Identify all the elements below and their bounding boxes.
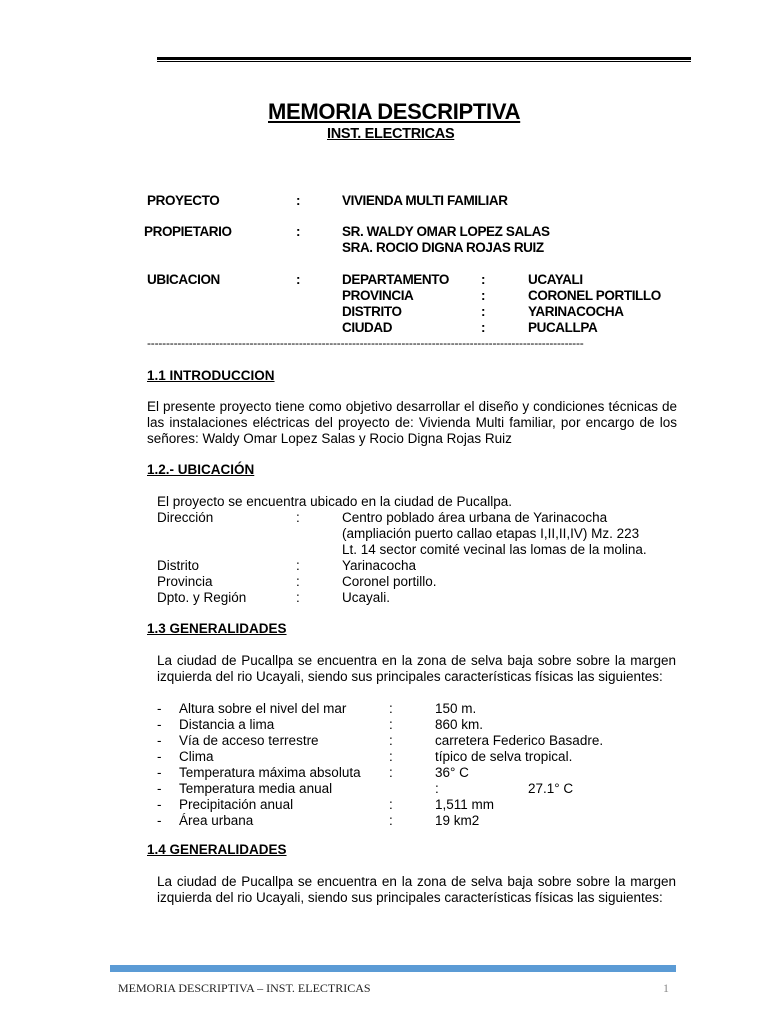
- list-item-label: Precipitación anual: [179, 797, 294, 812]
- page-subtitle: INST. ELECTRICAS: [327, 126, 455, 142]
- list-item-sep: :: [389, 701, 393, 716]
- list-item-value: 150 m.: [435, 701, 477, 716]
- list-item-sep: :: [389, 717, 393, 732]
- list-item-value: 860 km.: [435, 717, 484, 732]
- list-item-sep: :: [389, 797, 393, 812]
- ubicacion-key: CIUDAD: [342, 320, 393, 335]
- section-heading-ubicacion: 1.2.- UBICACIÓN: [147, 462, 255, 477]
- list-item-label: Área urbana: [179, 813, 254, 828]
- distrito-sep: :: [296, 558, 300, 573]
- page-number: 1: [663, 981, 669, 995]
- list-bullet: -: [157, 797, 162, 812]
- list-bullet: -: [157, 701, 162, 716]
- list-item-label: Distancia a lima: [179, 717, 275, 732]
- list-item-value: 1,511 mm: [435, 797, 495, 812]
- propietario-label: PROPIETARIO: [144, 224, 232, 239]
- ubicacion-row-sep: :: [481, 304, 486, 319]
- dashed-separator: -------------------------------------------------------------------------------------------------------------------: [147, 336, 584, 350]
- list-item-label: Temperatura máxima absoluta: [179, 765, 361, 780]
- list-item-sep: :: [389, 749, 393, 764]
- list-item-label: Temperatura media anual: [179, 781, 333, 796]
- dpto-value: Ucayali.: [342, 590, 391, 605]
- list-bullet: -: [157, 749, 162, 764]
- list-bullet: -: [157, 765, 162, 780]
- list-item-value: típico de selva tropical.: [435, 749, 573, 764]
- generalidades-paragraph: La ciudad de Pucallpa se encuentra en la zona de selva baja sobre sobre la margen izquierda del rio Ucayali, siendo sus principales características físicas las siguientes:: [157, 653, 676, 684]
- propietario-value-2: SRA. ROCIO DIGNA ROJAS RUIZ: [342, 240, 544, 255]
- list-item-value: carretera Federico Basadre.: [435, 733, 604, 748]
- ubicacion-sep: :: [296, 272, 301, 287]
- distrito-value: Yarinacocha: [342, 558, 417, 573]
- section-heading-generalidades: 1.3 GENERALIDADES: [147, 621, 287, 636]
- page-title: MEMORIA DESCRIPTIVA: [268, 99, 521, 124]
- ubicacion-row-sep: :: [481, 272, 486, 287]
- ubicacion-key: DEPARTAMENTO: [342, 272, 449, 287]
- propietario-sep: :: [296, 224, 301, 239]
- proyecto-value: VIVIENDA MULTI FAMILIAR: [342, 193, 508, 208]
- footer-text: MEMORIA DESCRIPTIVA – INST. ELECTRICAS: [118, 981, 371, 995]
- proyecto-label: PROYECTO: [147, 193, 220, 208]
- direccion-line: Lt. 14 sector comité vecinal las lomas de la molina.: [342, 542, 647, 557]
- ubicacion-row-sep: :: [481, 320, 486, 335]
- list-item-value: 27.1° C: [528, 781, 574, 796]
- direccion-label: Dirección: [157, 510, 214, 525]
- list-bullet: -: [157, 781, 162, 796]
- ubicacion-value: CORONEL PORTILLO: [528, 288, 661, 303]
- section-heading-introduccion: 1.1 INTRODUCCION: [147, 368, 275, 383]
- introduccion-paragraph: El presente proyecto tiene como objetivo desarrollar el diseño y condiciones técnicas de las instalaciones eléctricas del proyecto de: Vivienda Multi familiar, por encargo de los señores: Waldy Omar Lopez Salas y Rocio Digna Rojas Ruiz: [147, 399, 677, 446]
- list-item-label: Clima: [179, 749, 214, 764]
- provincia-value: Coronel portillo.: [342, 574, 437, 589]
- list-item-label: Altura sobre el nivel del mar: [179, 701, 347, 716]
- top-rule: [157, 57, 691, 60]
- dpto-label: Dpto. y Región: [157, 590, 247, 605]
- propietario-value-1: SR. WALDY OMAR LOPEZ SALAS: [342, 224, 550, 239]
- list-item-sep: :: [435, 781, 439, 796]
- top-rule-thin: [157, 61, 691, 62]
- ubicacion-intro: El proyecto se encuentra ubicado en la ciudad de Pucallpa.: [157, 494, 512, 509]
- list-item-sep: :: [389, 765, 393, 780]
- list-item-sep: :: [389, 733, 393, 748]
- section-heading-generalidades-2: 1.4 GENERALIDADES: [147, 842, 287, 857]
- generalidades-2-paragraph: La ciudad de Pucallpa se encuentra en la zona de selva baja sobre sobre la margen izquierda del rio Ucayali, siendo sus principales características físicas las siguientes:: [157, 874, 676, 905]
- ubicacion-row-sep: :: [481, 288, 486, 303]
- list-bullet: -: [157, 733, 162, 748]
- ubicacion-key: PROVINCIA: [342, 288, 414, 303]
- dpto-sep: :: [296, 590, 300, 605]
- direccion-line: (ampliación puerto callao etapas I,II,II,IV) Mz. 223: [342, 526, 640, 541]
- ubicacion-value: UCAYALI: [528, 272, 583, 287]
- direccion-sep: :: [296, 510, 300, 525]
- direccion-line: Centro poblado área urbana de Yarinacocha: [342, 510, 608, 525]
- list-item-value: 36° C: [435, 765, 469, 780]
- ubicacion-value: PUCALLPA: [528, 320, 598, 335]
- ubicacion-key: DISTRITO: [342, 304, 402, 319]
- list-bullet: -: [157, 717, 162, 732]
- list-bullet: -: [157, 813, 162, 828]
- list-item-sep: :: [389, 813, 393, 828]
- footer-bar: [110, 965, 676, 972]
- list-item-value: 19 km2: [435, 813, 480, 828]
- list-item-label: Vía de acceso terrestre: [179, 733, 319, 748]
- provincia-sep: :: [296, 574, 300, 589]
- proyecto-sep: :: [296, 193, 301, 208]
- distrito-label: Distrito: [157, 558, 200, 573]
- ubicacion-value: YARINACOCHA: [528, 304, 624, 319]
- ubicacion-label: UBICACION: [147, 272, 220, 287]
- provincia-label: Provincia: [157, 574, 213, 589]
